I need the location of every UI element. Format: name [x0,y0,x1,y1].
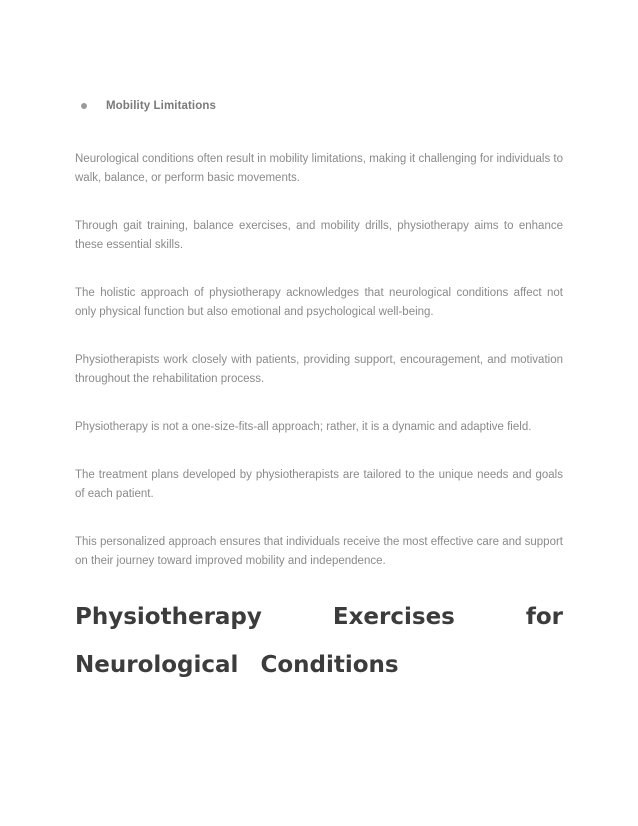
document-content [75,96,563,689]
paragraph: The holistic approach of physiotherapy acknowledges that neurological conditions affect not only physical function but also emotional and psychological well-being. [75,287,563,318]
paragraph: Through gait training, balance exercises, and mobility drills, physiotherapy aims to enhance these essential skills. [75,220,563,251]
paragraph: Physiotherapy is not a one-size-fits-all approach; rather, it is a dynamic and adaptive field. [75,421,532,433]
bullet-icon [81,103,87,109]
paragraph: The treatment plans developed by physiotherapists are tailored to the unique needs and goals of each patient. [75,469,563,500]
paragraph: Physiotherapists work closely with patients, providing support, encouragement, and motivation throughout the rehabilitation process. [75,354,563,385]
bullet-label: Mobility Limitations [106,100,216,112]
bullet-list-item [81,96,563,116]
paragraph: Neurological conditions often result in mobility limitations, making it challenging for individuals to walk, balance, or perform basic movements. [75,153,563,184]
section-heading: Physiotherapy Exercises for Neurological Conditions [75,604,563,678]
paragraph: This personalized approach ensures that individuals receive the most effective care and support on their journey toward improved mobility and independence. [75,536,563,567]
